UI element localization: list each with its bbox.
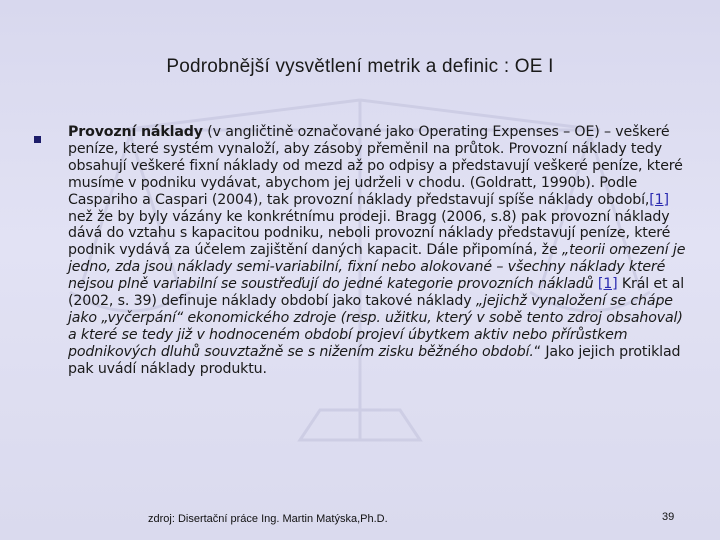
quote-naklady-obdobi: „jejichž vynaložení se chápe jako „vyčerpání“ ekonomického zdroje (resp. užitku, který v sobě tento zdroj obsahoval) a které se tedy již v hodnoceném období projeví úbytkem aktiv nebo přírůstkem podnikových dluhů souvztažně se s nižením zisku běžného období. [68, 293, 683, 360]
slide-title: Podrobnější vysvětlení metrik a definic : OE I [166, 56, 554, 77]
body-paragraph [68, 124, 688, 378]
quote-teorie-omezeni: „teorii omezení je jedno, zda jsou náklady semi-variabilní, fixní nebo alokované – všechny náklady které nejsou plně variabilní se soustřeďují do jedné kategorie provozních nákladů [68, 242, 686, 293]
footer-source: zdroj: Disertační práce Ing. Martin Matýska,Ph.D. [148, 513, 388, 525]
body-text-part-4: “ Jako jejich protiklad pak uvádí náklady produktu. [68, 343, 681, 377]
body-text-part-3: Král et al (2002, s. 39) definuje náklady období jako takové náklady [68, 276, 685, 310]
footnote-link-1[interactable]: [1] [649, 191, 669, 208]
square-bullet-icon [34, 136, 41, 143]
page-number: 39 [662, 511, 675, 523]
body-text-part-2: než že by byly vázány ke konkrétnímu prodeji. Bragg (2006, s.8) pak provozní náklady dává do vztahu s kapacitou podniku, neboli provozní náklady představují peníze, které podnik vydává za účelem zajištění daných kapacit. Dále připomíná, že [68, 208, 671, 259]
term-provozni-naklady: Provozní náklady [68, 124, 203, 140]
footnote-link-2[interactable]: [1] [597, 276, 618, 293]
body-text-part-1: (v angličtině označované jako Operating Expenses – OE) – veškeré peníze, které systém vynaloží, aby zásoby přeměnil na průtok. Provozní náklady tedy obsahují veškeré fixní náklady od mezd až po odpisy a představují veškeré peníze, které musíme v podniku vydávat, abychom jej udrželi v chodu. (Goldratt, 1990b). Podle Caspariho a Caspari (2004), tak provozní náklady představují spíše náklady období, [68, 124, 683, 208]
